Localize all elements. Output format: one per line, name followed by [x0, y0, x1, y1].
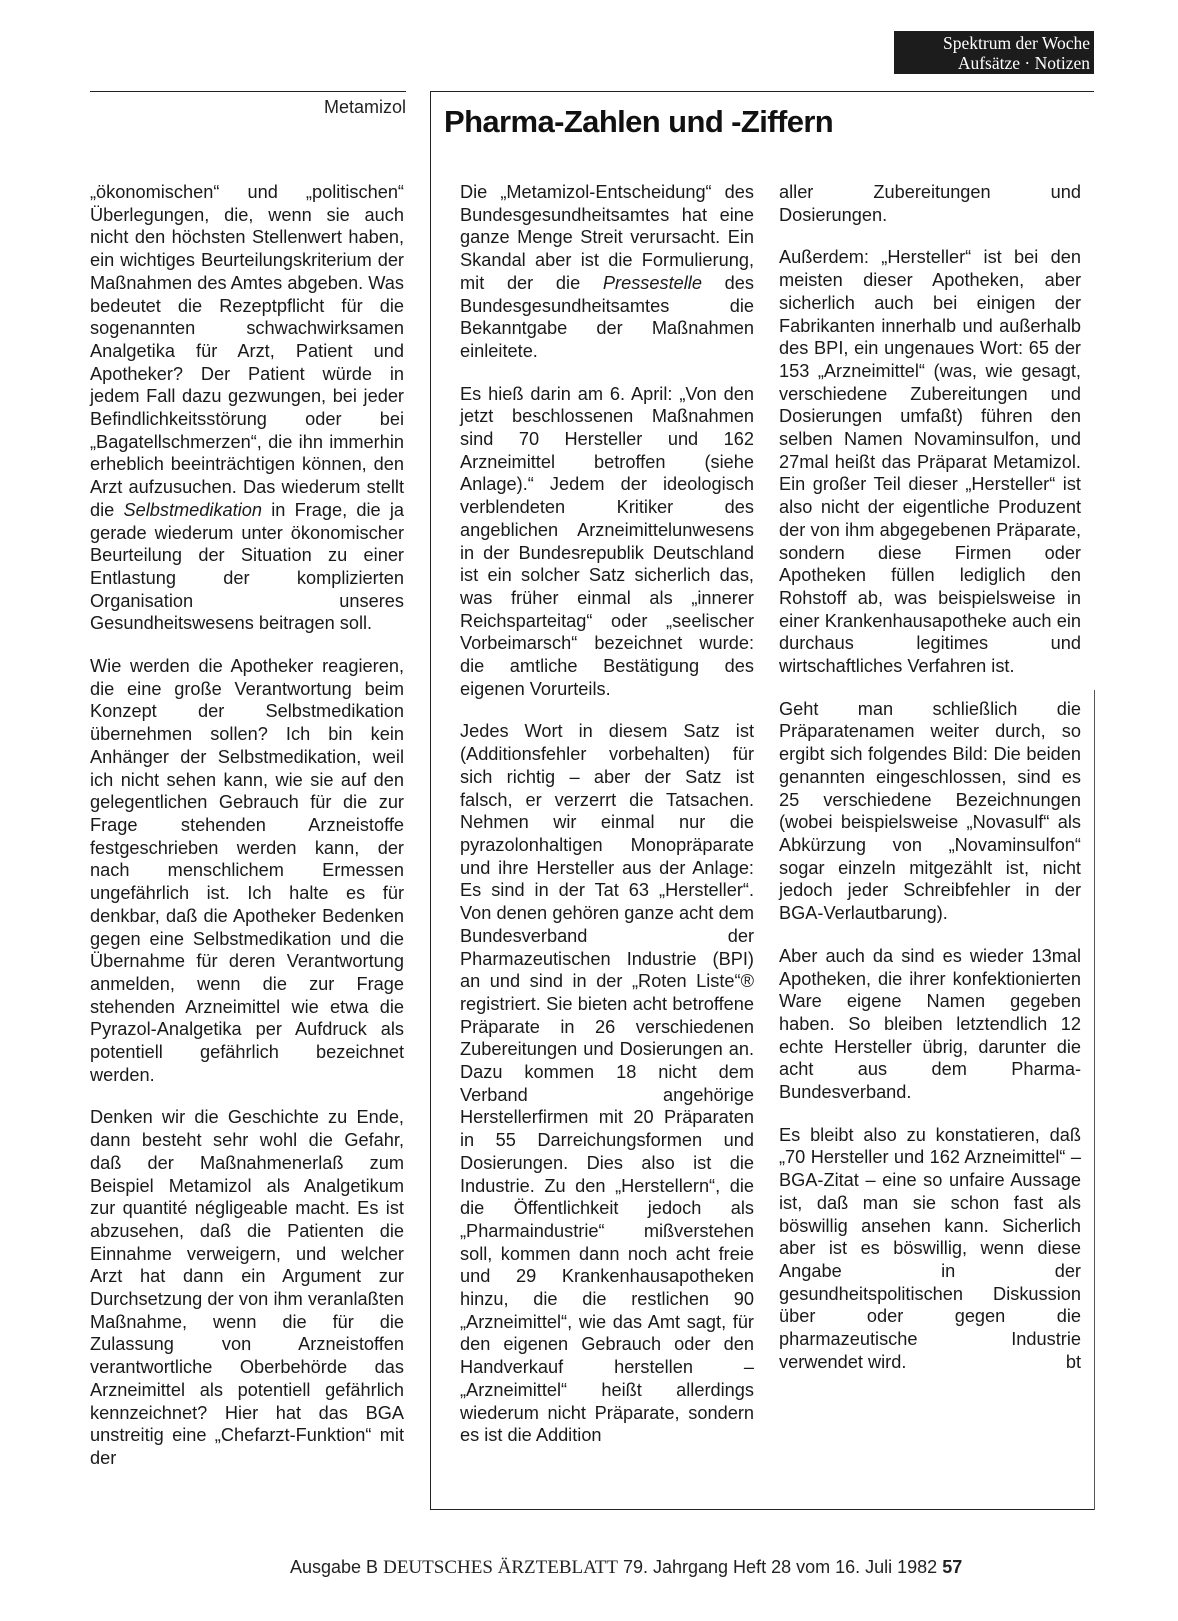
paragraph: Jedes Wort in diesem Satz ist (Additionsfehler vorbehalten) für sich richtig – aber der Satz ist falsch, er verzerrt die Tatsachen. Nehmen wir einmal nur die pyrazolonhaltigen Monopräparate und ihre Hersteller aus der Anlage: Es sind in der Tat 63 „Hersteller“. Von denen gehören ganze acht dem Bundesverband der Pharmazeutischen Industrie (BPI) an und sind in der „Roten Liste“® registriert. Sie bieten acht betroffene Präparate in 26 verschiedenen Zubereitungen und Dosierungen an. Dazu kommen 18 nicht dem Verband angehörige Herstellerfirmen mit 20 Präparaten in 55 Darreichungsformen und Dosierungen. Dies also ist die Industrie. Zu den „Herstellern“, die die Öffentlichkeit jedoch als „Pharmaindustrie“ mißverstehen soll, kommen dann noch acht freie und 29 Krankenhausapotheken hinzu, die die restlichen 90 „Arzneimittel“, wie das Amt sagt, für den eigenen Gebrauch oder den Handverkauf herstellen – „Arzneimittel“ heißt allerdings wiederum nicht Präparate, sondern es ist die Addition — [460, 721, 754, 1446]
footer-issue: 79. Jahrgang Heft 28 vom 16. Juli 1982 — [622, 1557, 938, 1577]
section-subtitle: Aufsätze · Notizen — [957, 53, 1090, 73]
paragraph: aller Zubereitungen und Dosierungen. — [779, 182, 1081, 225]
column-2 — [460, 181, 754, 1467]
paragraph: Es hieß darin am 6. April: „Von den jetzt beschlossenen Maßnahmen sind 70 Hersteller und 162 Arzneimittel betroffen (siehe Anlage).“ Jedem der ideologisch verblendeten Kritiker des angeblichen Arzneimittelunwesens in der Bundesrepublik Deutschland ist ein solcher Satz sicherlich das, was früher einmal als „innerer Reichsparteitag“ oder „seelischer Vorbeimarsch“ bezeichnet wurde: die amtliche Bestätigung des eigenen Vorurteils. — [460, 383, 754, 699]
article-title: Pharma-Zahlen und -Ziffern — [444, 104, 834, 139]
paragraph: „ökonomischen“ und „politischen“ Überlegungen, die, wenn sie auch nicht den höchsten Stellenwert haben, ein wichtiges Beurteilungskriterium der Maßnahmen des Amtes abgeben. Was bedeutet die Rezeptpflicht für die sogenannten schwachwirksamen Analgetika für Arzt, Patient und Apotheker? Der Patient würde in jedem Fall dazu gezwungen, bei jeder Befindlichkeitsstörung oder bei „Bagatellschmerzen“, die ihn immerhin erheblich beeinträchtigen können, den Arzt aufzusuchen. Das wiederum stellt die Selbstmedikation in Frage, die ja gerade wiederum unter ökonomischer Beurteilung der Situation zu einer Entlastung der komplizierten Organisation unseres Gesundheitswesens beitragen soll. — [90, 182, 404, 634]
section-title: Spektrum der Woche — [943, 33, 1090, 53]
top-rule-left — [90, 91, 406, 92]
emphasis: Pressestelle — [602, 272, 702, 293]
footer-journal: DEUTSCHES ÄRZTEBLATT — [383, 1557, 618, 1578]
footer-edition: Ausgabe B — [290, 1557, 379, 1577]
box-border-left — [430, 91, 431, 1510]
page-number: 57 — [942, 1557, 963, 1577]
page-footer — [290, 1557, 1100, 1579]
paragraph: Denken wir die Geschichte zu Ende, dann besteht sehr wohl die Gefahr, daß der Maßnahmenerlaß zum Beispiel Metamizol als Analgetikum zur quantité négligeable macht. Es ist abzusehen, daß die Patienten die Einnahme verweigern, und welcher Arzt hat dann ein Argument zur Durchsetzung der von ihm veranlaßten Maßnahme, wenn die für die Zulassung von Arzneistoffen verantwortliche Oberbehörde das Arzneimittel als potentiell gefährlich kennzeichnet? Hier hat das BGA unstreitig eine „Chefarzt-Funktion“ mit der — [90, 1107, 404, 1468]
paragraph: Die „Metamizol-Entscheidung“ des Bundesgesundheitsamtes hat eine ganze Menge Streit verursacht. Ein Skandal aber ist die Formulierung, mit der die Pressestelle des Bundesgesundheitsamtes die Bekanntgabe der Maßnahmen einleitete. — [460, 182, 754, 361]
box-border-bottom — [430, 1509, 1094, 1510]
paragraph: Außerdem: „Hersteller“ ist bei den meisten dieser Apotheken, aber sicherlich auch bei einigen der Fabrikanten innerhalb und außerhalb des BPI, ein ungenaues Wort: 65 der 153 „Arzneimittel“ (was, wie gesagt, verschiedene Zubereitungen und Dosierungen umfaßt) führen den selben Namen Novaminsulfon, und 27mal heißt das Präparat Metamizol. Ein großer Teil dieser „Hersteller“ ist also nicht der eigentliche Produzent der von ihm abgegebenen Präparate, sondern diese Firmen oder Apotheken füllen lediglich den Rohstoff ab, was beispielsweise in einer Krankenhausapotheke auch ein durchaus legitimes und wirtschaftliches Verfahren ist. — [779, 247, 1081, 677]
emphasis: Selbstmedikation — [123, 499, 262, 520]
article-topic-label: Metamizol — [323, 97, 406, 117]
column-1 — [90, 181, 404, 1490]
author-signature: bt — [1065, 1351, 1081, 1372]
paragraph: Aber auch da sind es wieder 13mal Apotheken, die ihrer konfektionierten Ware eigene Namen gegeben haben. So bleiben letztendlich 12 echte Hersteller übrig, darunter die acht aus dem Pharma-Bundesverband. — [779, 945, 1081, 1103]
section-header-box — [894, 31, 1094, 74]
box-border-right — [1094, 690, 1095, 1510]
paragraph: Wie werden die Apotheker reagieren, die eine große Verantwortung beim Konzept der Selbstmedikation übernehmen sollen? Ich bin kein Anhänger der Selbstmedikation, weil ich nicht sehen kann, wie sie auf den gelegentlichen Gebrauch für die zur Frage stehenden Arzneistoffe festgeschrieben werden kann, der nach menschlichem Ermessen ungefährlich ist. Ich halte es für denkbar, daß die Apotheker Bedenken gegen eine Selbstmedikation und die Übernahme für deren Verantwortung anmelden, wenn die zur Frage stehenden Arzneimittel wie etwa die Pyrazol-Analgetika per Aufdruck als potentiell gefährlich bezeichnet werden. — [90, 656, 404, 1085]
paragraph: Geht man schließlich die Präparatenamen weiter durch, so ergibt sich folgendes Bild: Die beiden genannten eingeschlossen, sind es 25 verschiedene Bezeichnungen (wobei beispielsweise „Novasulf“ als Abkürzung von „Novaminsulfon“ sogar einzeln mitgezählt ist, nicht jedoch jeder Schreibfehler in der BGA-Verlautbarung). — [779, 698, 1081, 924]
column-3 — [779, 181, 1081, 1393]
paragraph: Es bleibt also zu konstatieren, daß „70 Hersteller und 162 Arzneimittel“ – BGA-Zitat – eine so unfaire Aussage ist, daß man sie schon fast als böswillig ansehen kann. Sicherlich aber ist es böswillig, wenn diese Angabe in der gesundheitspolitischen Diskussion über oder gegen die pharmazeutische Industrie verwendet wird. bt — [779, 1124, 1081, 1372]
top-rule-right — [430, 91, 1094, 92]
